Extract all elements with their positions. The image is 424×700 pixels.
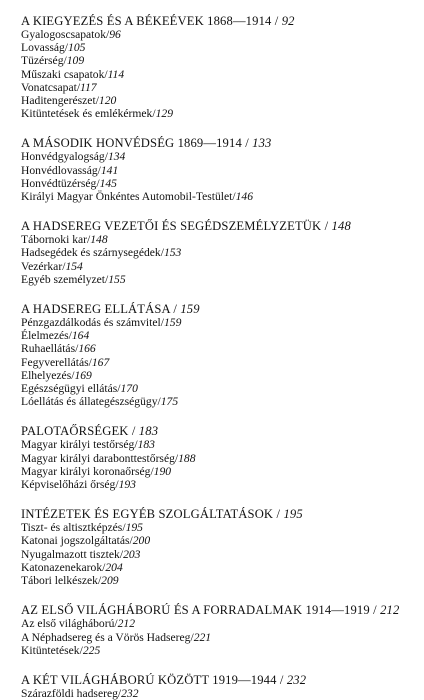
toc-section: [21, 14, 416, 120]
entry-label: Magyar királyi koronaőrség: [21, 464, 151, 478]
section-page-number: 232: [286, 672, 307, 687]
section-heading: [21, 302, 416, 316]
entry-label: Tiszt- és altisztképzés: [21, 521, 123, 535]
section-separator: /: [241, 136, 253, 151]
toc-entry: Tábornoki kar/148: [21, 233, 108, 247]
section-title: INTÉZETEK ÉS EGYÉB SZOLGÁLTATÁSOK: [21, 507, 274, 522]
section-page-number: 133: [252, 136, 272, 151]
toc-section: [21, 673, 416, 700]
entry-page-number: 164: [71, 329, 90, 343]
entry-page-number: 159: [163, 316, 182, 330]
entry-label: Élelmezés: [21, 329, 69, 343]
toc-entry: Tüzérség/109: [21, 54, 85, 68]
entry-label: Elhelyezés: [21, 368, 72, 382]
toc-entry: Katonai jogszolgáltatás/200: [21, 534, 151, 548]
section-separator: /: [369, 603, 381, 618]
toc-entry: Kitüntetések és emlékérmek/129: [21, 107, 173, 121]
section-title: AZ ELSŐ VILÁGHÁBORÚ ÉS A FORRADALMAK 1914—1919: [21, 603, 370, 618]
entry-list: [21, 28, 416, 120]
entry-page-number: 146: [235, 190, 254, 204]
section-heading: [21, 603, 416, 617]
entry-page-number: 175: [160, 395, 179, 409]
section-separator: /: [321, 219, 332, 234]
section-title: A KIEGYEZÉS ÉS A BÉKEÉVEK 1868—1914: [21, 14, 272, 28]
entry-list: [21, 150, 416, 203]
section-separator: /: [170, 302, 181, 317]
toc-section: [21, 603, 416, 657]
entry-label: Honvédgyalogság: [21, 150, 105, 164]
section-title: A HADSEREG ELLÁTÁSA: [21, 302, 171, 317]
section-page-number: 212: [380, 603, 400, 618]
section-title: A MÁSODIK HONVÉDSÉG 1869—1914: [21, 136, 242, 151]
entry-label: Vonatcsapat: [21, 80, 77, 94]
entry-page-number: 200: [132, 534, 151, 548]
entry-label: Honvédtüzérség: [21, 176, 97, 190]
entry-page-number: 120: [98, 94, 117, 108]
entry-list: [21, 438, 416, 491]
entry-label: Egészségügyi ellátás: [21, 382, 118, 396]
table-of-contents: [21, 14, 416, 700]
toc-section: [21, 302, 416, 408]
entry-label: Haditengerészet: [21, 94, 96, 108]
entry-list: [21, 617, 416, 657]
section-page-number: 195: [283, 507, 303, 522]
entry-label: Nyugalmazott tisztek: [21, 547, 120, 561]
entry-page-number: 221: [193, 630, 212, 644]
section-separator: /: [276, 672, 287, 687]
entry-list: [21, 521, 416, 587]
section-page-number: 159: [180, 302, 200, 317]
section-title: A HADSEREG VEZETŐI ÉS SEGÉDSZEMÉLYZETÜK: [21, 219, 322, 234]
entry-label: Műszaki csapatok: [21, 67, 105, 81]
section-page-number: 148: [331, 219, 351, 234]
entry-label: Lovasság: [21, 41, 65, 55]
entry-label: Kitüntetések és emlékérmek: [21, 107, 153, 121]
section-heading: [21, 424, 416, 438]
entry-page-number: 195: [125, 521, 143, 535]
section-separator: /: [128, 424, 139, 439]
toc-entry: Az első világháború/212: [21, 617, 135, 631]
entry-label: Az első világháború: [21, 617, 115, 631]
entry-label: Hadsegédek és szárnysegédek: [21, 246, 161, 260]
section-heading: [21, 673, 416, 687]
toc-entry: Egyéb személyzet/155: [21, 272, 126, 286]
toc-entry: Honvédgyalogság/134: [21, 150, 126, 164]
toc-entry: Elhelyezés/169: [21, 368, 92, 382]
entry-page-number: 96: [109, 28, 121, 41]
entry-page-number: 145: [99, 176, 117, 190]
section-heading: [21, 136, 416, 150]
entry-page-number: 209: [101, 574, 119, 588]
toc-entry: Vonatcsapat/117: [21, 80, 97, 94]
entry-label: Tüzérség: [21, 54, 64, 68]
entry-page-number: 232: [121, 686, 139, 700]
toc-entry: Fegyverellátás/167: [21, 355, 110, 369]
toc-entry: Honvédlovasság/141: [21, 163, 119, 177]
toc-entry: Lóellátás és állategészségügy/175: [21, 395, 179, 409]
section-separator: /: [271, 14, 282, 28]
entry-label: Honvédlovasság: [21, 163, 98, 177]
toc-entry: Szárazföldi hadsereg/232: [21, 686, 139, 700]
section-heading: [21, 14, 416, 28]
entry-list: [21, 316, 416, 408]
entry-page-number: 203: [123, 547, 141, 561]
entry-page-number: 153: [163, 246, 182, 260]
entry-page-number: 154: [65, 259, 83, 273]
entry-label: Magyar királyi darabonttestőrség: [21, 451, 175, 465]
entry-page-number: 114: [107, 67, 125, 81]
entry-label: A Néphadsereg és a Vörös Hadsereg: [21, 630, 191, 644]
entry-label: Fegyverellátás: [21, 355, 89, 369]
toc-entry: Nyugalmazott tisztek/203: [21, 547, 141, 561]
toc-entry: A Néphadsereg és a Vörös Hadsereg/221: [21, 630, 212, 644]
entry-list: [21, 687, 416, 700]
toc-entry: Műszaki csapatok/114: [21, 67, 125, 81]
entry-page-number: 183: [137, 438, 155, 452]
entry-page-number: 169: [74, 368, 92, 382]
entry-page-number: 134: [107, 150, 126, 164]
toc-section: [21, 219, 416, 286]
toc-entry: Magyar királyi koronaőrség/190: [21, 464, 172, 478]
entry-page-number: 129: [155, 107, 173, 121]
entry-page-number: 225: [82, 643, 101, 657]
toc-entry: Pénzgazdálkodás és számvitel/159: [21, 316, 182, 330]
entry-label: Tábornoki kar: [21, 233, 87, 247]
entry-label: Gyalogoscsapatok: [21, 28, 107, 41]
section-title: PALOTAŐRSÉGEK: [21, 424, 129, 439]
entry-label: Képviselőházi őrség: [21, 478, 116, 492]
toc-entry: Katonazenekarok/204: [21, 560, 123, 574]
entry-label: Tábori lelkészek: [21, 574, 98, 588]
toc-entry: Királyi Magyar Önkéntes Automobil-Testület/146: [21, 190, 254, 204]
entry-page-number: 155: [108, 272, 126, 286]
entry-label: Királyi Magyar Önkéntes Automobil-Testület: [21, 190, 233, 204]
toc-entry: Élelmezés/164: [21, 329, 90, 343]
toc-entry: Ruhaellátás/166: [21, 342, 96, 356]
toc-section: [21, 507, 416, 587]
entry-label: Egyéb személyzet: [21, 272, 106, 286]
section-heading: [21, 507, 416, 521]
entry-label: Katonai jogszolgáltatás: [21, 534, 130, 548]
entry-label: Ruhaellátás: [21, 342, 76, 356]
entry-page-number: 166: [78, 342, 96, 356]
toc-entry: Magyar királyi darabonttestőrség/188: [21, 451, 196, 465]
section-page-number: 92: [281, 14, 295, 28]
entry-list: [21, 233, 416, 286]
toc-section: [21, 424, 416, 491]
entry-page-number: 141: [100, 163, 119, 177]
toc-section: [21, 136, 416, 203]
entry-page-number: 190: [153, 464, 172, 478]
section-separator: /: [273, 507, 284, 522]
toc-entry: Tiszt- és altisztképzés/195: [21, 521, 143, 535]
entry-page-number: 212: [117, 617, 135, 631]
toc-entry: Lovasság/105: [21, 41, 86, 55]
entry-page-number: 170: [120, 382, 138, 396]
section-heading: [21, 219, 416, 233]
section-page-number: 183: [138, 424, 159, 439]
toc-entry: Honvédtüzérség/145: [21, 176, 117, 190]
entry-page-number: 117: [80, 80, 97, 94]
entry-label: Magyar királyi testőrség: [21, 438, 135, 452]
entry-label: Szárazföldi hadsereg: [21, 686, 118, 700]
entry-label: Lóellátás és állategészségügy: [21, 395, 158, 409]
entry-label: Vezérkar: [21, 259, 63, 273]
entry-page-number: 109: [66, 54, 85, 68]
toc-entry: Képviselőházi őrség/193: [21, 478, 136, 492]
entry-page-number: 204: [105, 560, 123, 574]
toc-entry: Haditengerészet/120: [21, 94, 117, 108]
toc-entry: Hadsegédek és szárnysegédek/153: [21, 246, 182, 260]
entry-page-number: 105: [68, 41, 86, 55]
toc-entry: Gyalogoscsapatok/96: [21, 28, 121, 41]
toc-entry: Magyar királyi testőrség/183: [21, 438, 155, 452]
entry-page-number: 167: [91, 355, 110, 369]
entry-label: Katonazenekarok: [21, 560, 103, 574]
entry-page-number: 148: [90, 233, 108, 247]
entry-label: Kitüntetések: [21, 643, 80, 657]
entry-page-number: 193: [118, 478, 136, 492]
toc-entry: Egészségügyi ellátás/170: [21, 382, 138, 396]
entry-page-number: 188: [178, 451, 196, 465]
section-title: A KÉT VILÁGHÁBORÚ KÖZÖTT 1919—1944: [21, 672, 277, 687]
toc-entry: Kitüntetések/225: [21, 643, 101, 657]
toc-entry: Tábori lelkészek/209: [21, 574, 119, 588]
toc-entry: Vezérkar/154: [21, 259, 83, 273]
entry-label: Pénzgazdálkodás és számvitel: [21, 316, 161, 330]
